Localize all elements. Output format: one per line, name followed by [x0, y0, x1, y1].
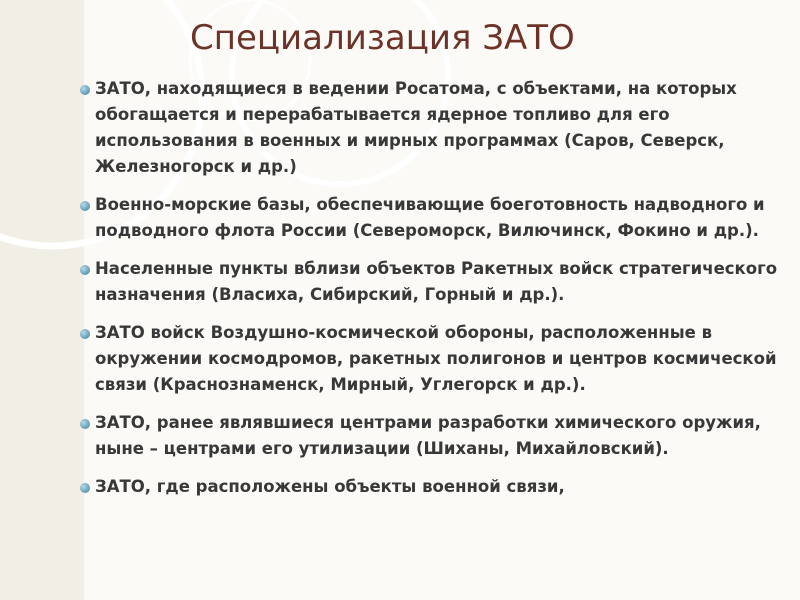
bullet-list	[80, 76, 780, 512]
bullet-item	[80, 76, 780, 180]
bullet-item	[80, 410, 780, 462]
bullet-text: ЗАТО войск Воздушно-космической обороны, расположенные в окружении космодромов, ракетных полигонов и центров космической связи (Краснознаменск, Мирный, Углегорск и др.).	[95, 323, 777, 394]
bullet-item	[80, 192, 780, 244]
bullet-text: ЗАТО, ранее являвшиеся центрами разработки химического оружия, ныне – центрами его утилизации (Шиханы, Михайловский).	[95, 413, 761, 458]
bullet-dot-icon	[80, 265, 90, 275]
bullet-dot-icon	[80, 329, 90, 339]
bullet-dot-icon	[80, 483, 90, 493]
bullet-text: ЗАТО, где расположены объекты военной связи,	[95, 477, 565, 496]
bullet-dot-icon	[80, 201, 90, 211]
decorative-side-band	[0, 0, 84, 600]
slide-title: Специализация ЗАТО	[190, 18, 575, 58]
bullet-text: Населенные пункты вблизи объектов Ракетных войск стратегического назначения (Власиха, Сибирский, Горный и др.).	[95, 259, 778, 304]
bullet-dot-icon	[80, 419, 90, 429]
bullet-item	[80, 474, 780, 500]
bullet-text: ЗАТО, находящиеся в ведении Росатома, с объектами, на которых обогащается и перерабатывается ядерное топливо для его использования в военных и мирных программах (Саров, Северск, Железногорск и др.)	[95, 79, 737, 176]
bullet-dot-icon	[80, 85, 90, 95]
bullet-item	[80, 256, 780, 308]
bullet-text: Военно-морские базы, обеспечивающие боеготовность надводного и подводного флота России (Североморск, Вилючинск, Фокино и др.).	[95, 195, 765, 240]
bullet-item	[80, 320, 780, 398]
